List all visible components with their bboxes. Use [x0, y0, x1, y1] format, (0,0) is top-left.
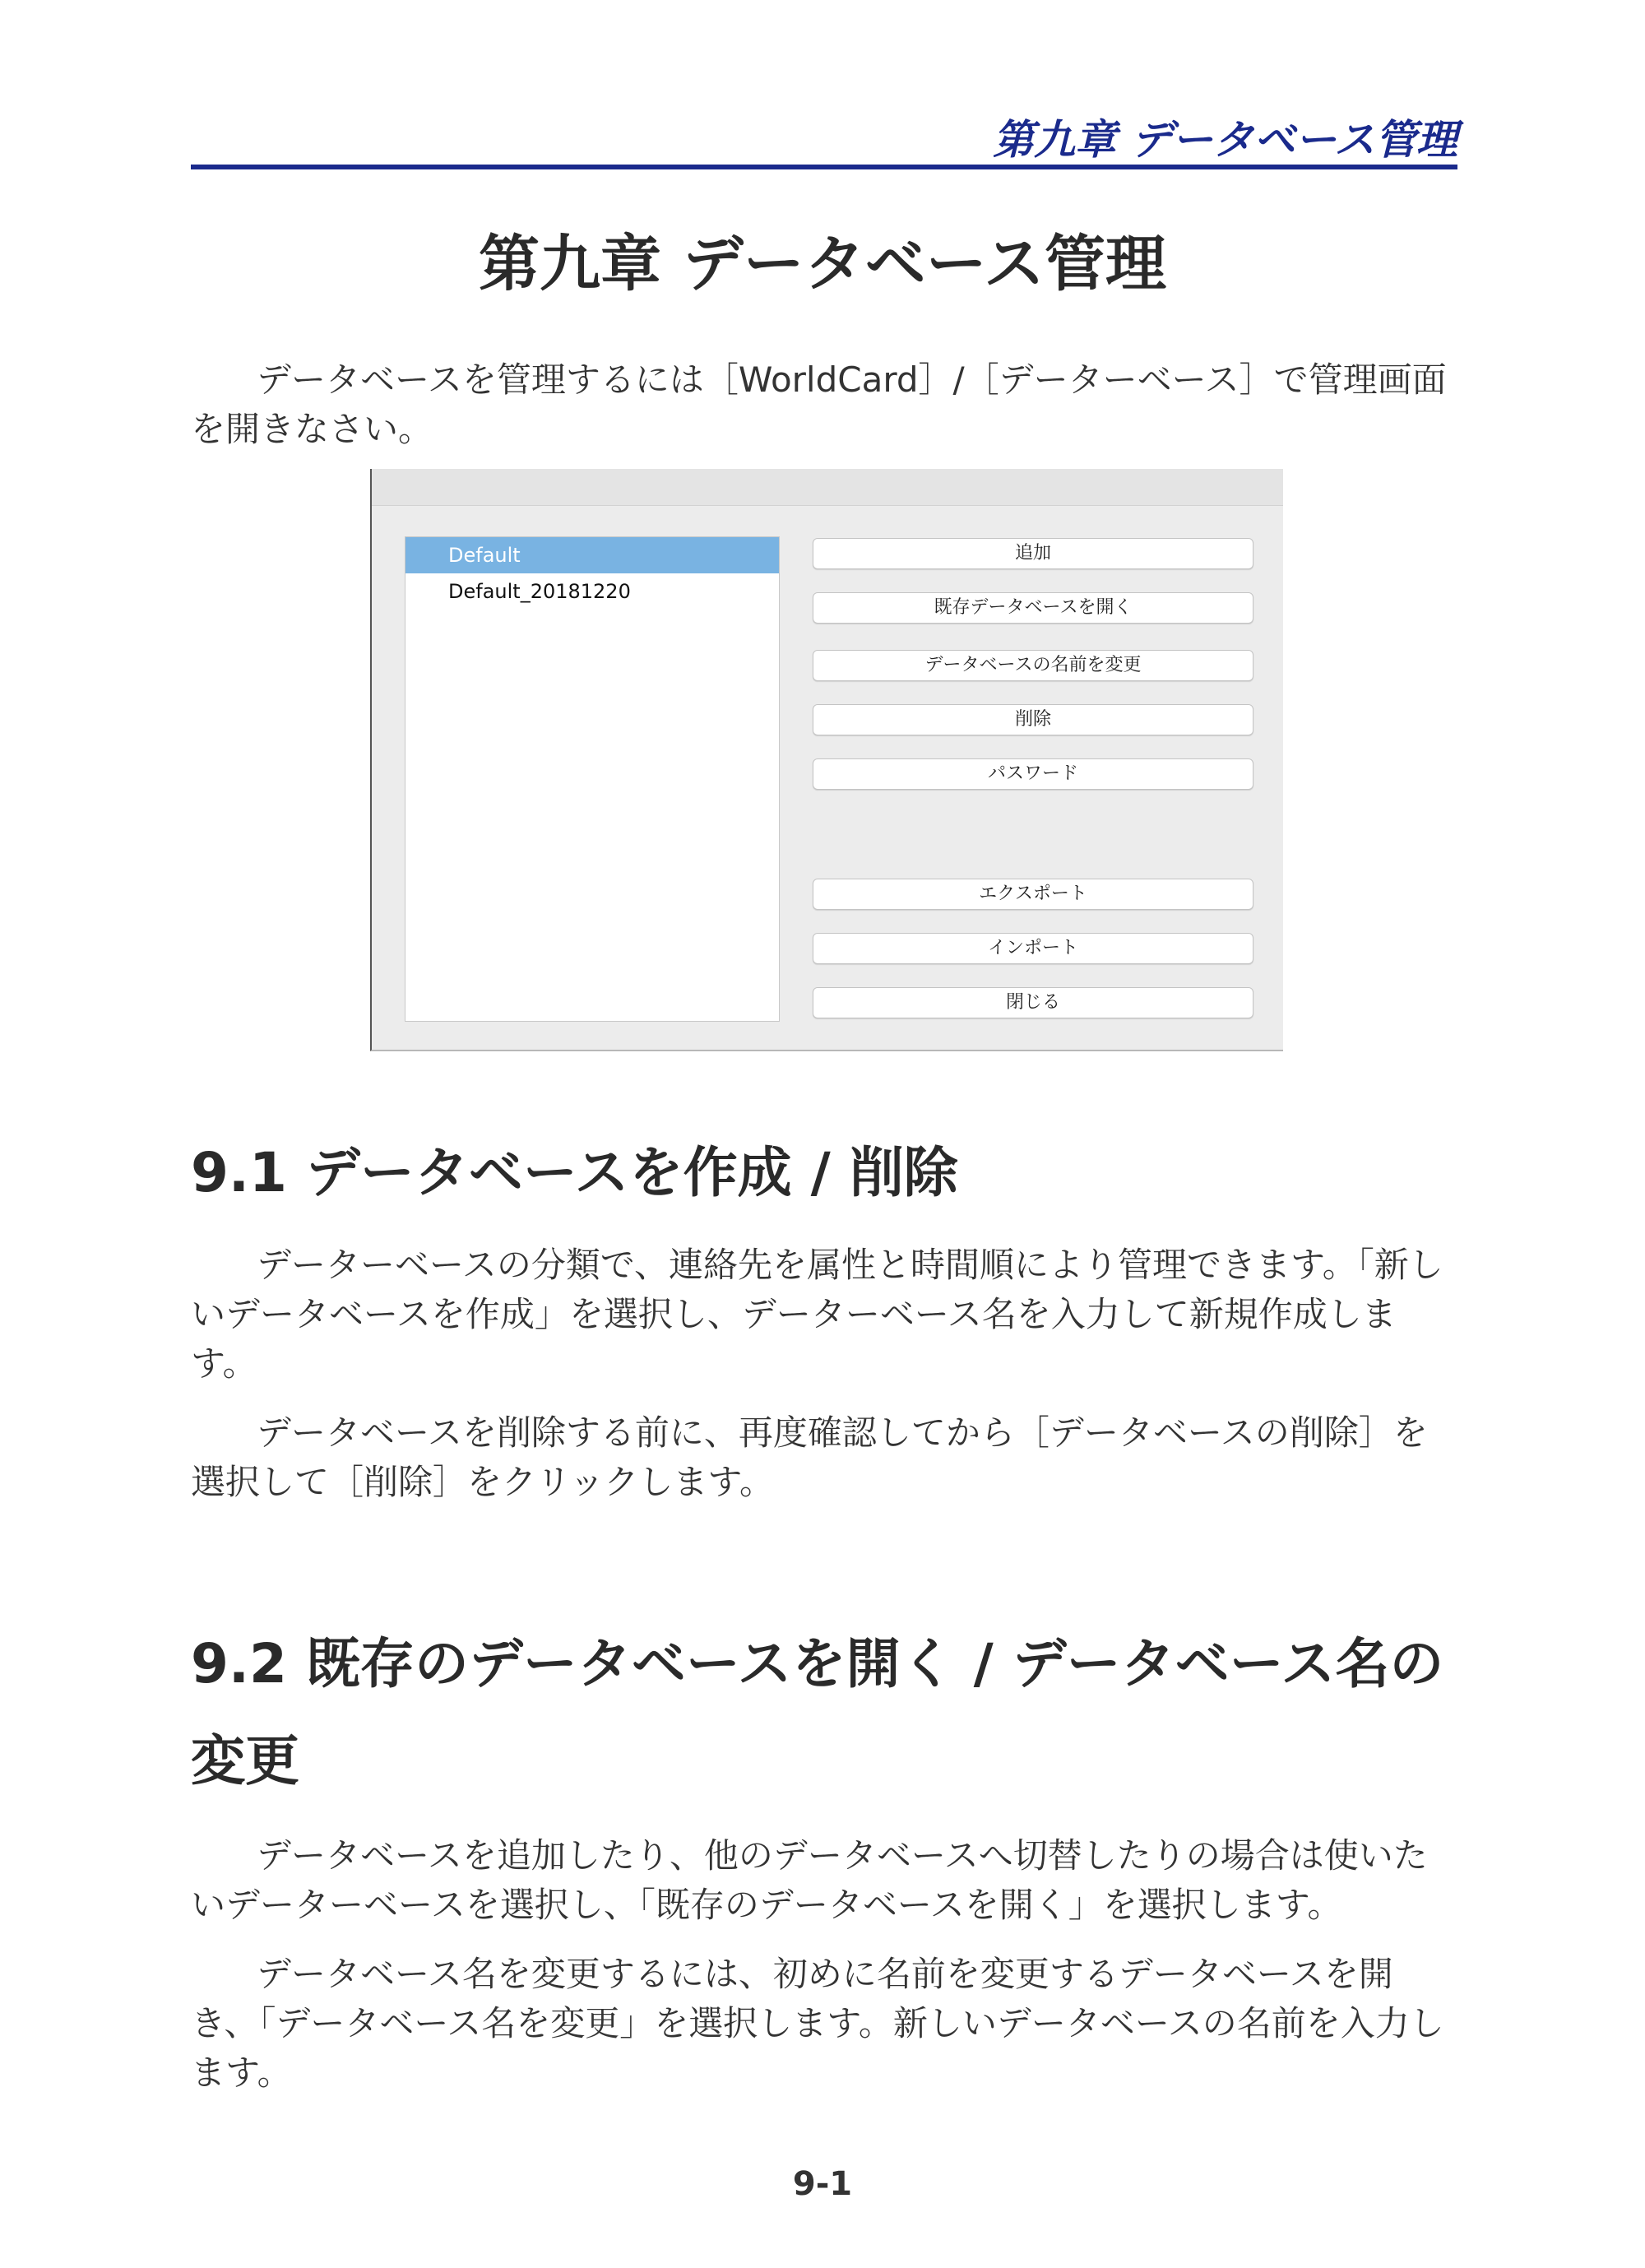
delete-button[interactable]: 削除	[813, 704, 1253, 735]
close-button[interactable]: 閉じる	[813, 987, 1253, 1018]
section-9-1-paragraph: データーベースの分類で、連絡先を属性と時間順により管理できます。「新しいデータベースを作成」を選択し、データーベース名を入力して新規作成します。	[191, 1245, 1443, 1384]
header-rule	[191, 165, 1457, 169]
section-9-1-paragraph: データベースを削除する前に、再度確認してから［データベースの削除］を選択して［削除］をクリックします。	[191, 1412, 1428, 1502]
export-button[interactable]: エクスポート	[813, 879, 1253, 910]
section-9-2-paragraph: データベースを追加したり、他のデータベースへ切替したりの場合は使いたいデーターベースを選択し、「既存のデータベースを開く」を選択します。	[191, 1835, 1428, 1925]
database-list-item[interactable]: Default	[405, 537, 779, 573]
section-9-2-paragraph: データベース名を変更するには、初めに名前を変更するデータベースを開き、「データベース名を変更」を選択します。新しいデータベースの名前を入力します。	[191, 1954, 1444, 2093]
import-button[interactable]: インポート	[813, 933, 1253, 964]
running-head: 第九章 データベース管理	[993, 116, 1457, 164]
section-title-9-1: 9.1 データベースを作成 / 削除	[191, 1141, 958, 1204]
database-list[interactable]	[405, 536, 780, 1022]
rename-database-button[interactable]: データベースの名前を変更	[813, 650, 1253, 681]
section-title-9-2: 9.2 既存のデータベースを開く / データベース名の変更	[191, 1632, 1444, 1793]
open-existing-database-button[interactable]: 既存データベースを開く	[813, 592, 1253, 624]
password-button[interactable]: パスワード	[813, 758, 1253, 790]
dialog-titlebar	[372, 469, 1283, 506]
intro-paragraph: データベースを管理するには［WorldCard］/［データーベース］で管理画面を開きなさい。	[191, 359, 1447, 449]
page-number: 9-1	[792, 2165, 853, 2203]
add-button[interactable]: 追加	[813, 538, 1253, 569]
chapter-title: 第九章 データベース管理	[478, 229, 1167, 299]
database-manager-dialog	[370, 469, 1283, 1051]
database-list-item[interactable]: Default_20181220	[448, 580, 631, 603]
